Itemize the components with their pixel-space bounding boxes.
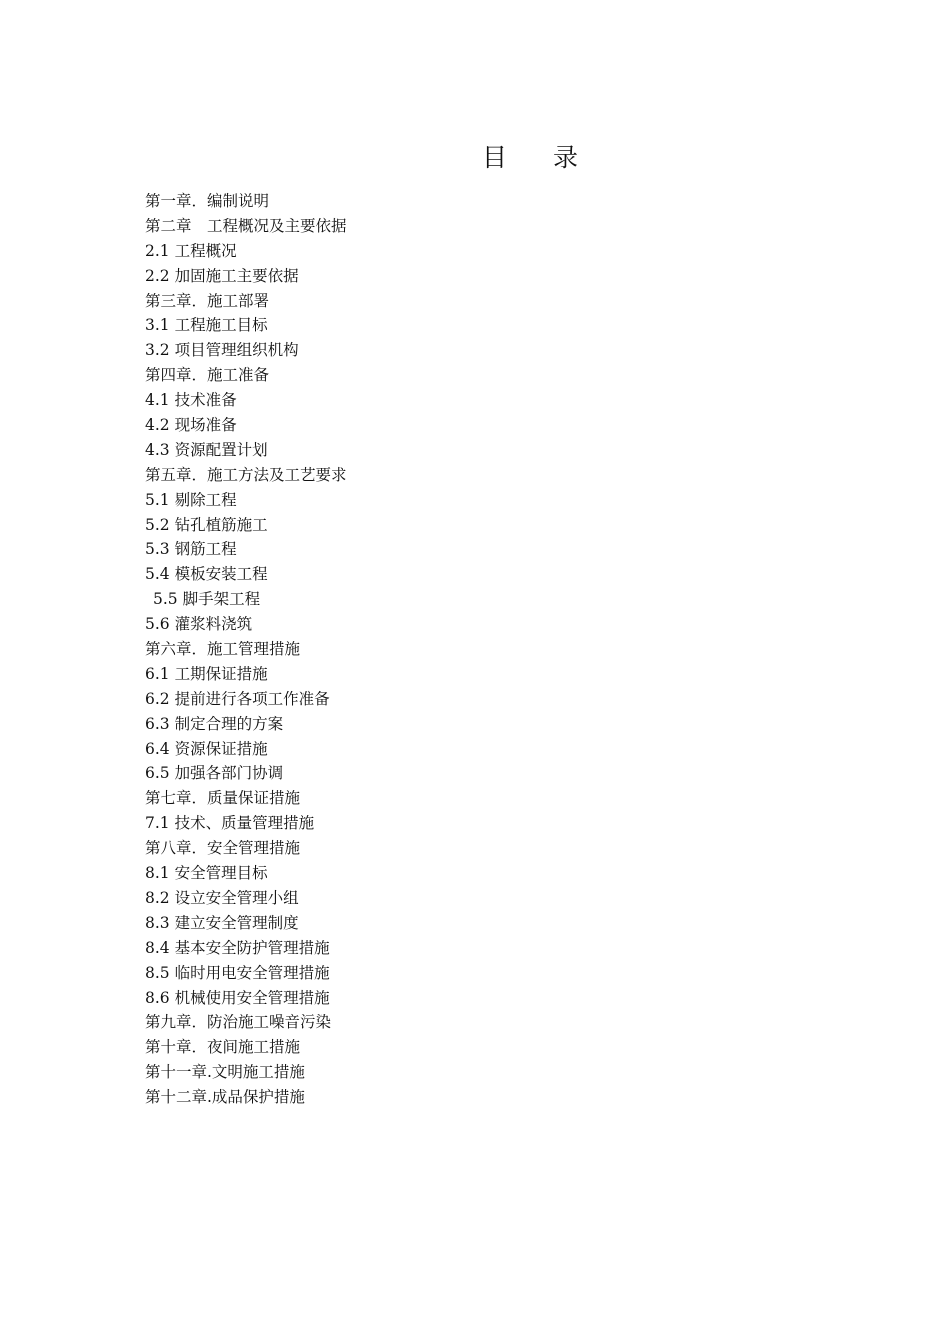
toc-entry: 5.4 模板安装工程 (145, 565, 268, 584)
toc-entry: 5.2 钻孔植筋施工 (145, 515, 268, 534)
toc-entry: 4.3 资源配置计划 (145, 440, 268, 459)
toc-entry: 第三章．施工部署 (145, 291, 270, 310)
toc-entry: 5.3 钢筋工程 (145, 540, 237, 559)
toc-entry: 8.6 机械使用安全管理措施 (145, 988, 330, 1007)
toc-entry: 5.1 剔除工程 (145, 490, 237, 509)
toc-entry: 8.5 临时用电安全管理措施 (145, 963, 330, 982)
toc-entry: 4.2 现场准备 (145, 416, 237, 435)
toc-entry: 8.4 基本安全防护管理措施 (145, 938, 330, 957)
toc-entry: 第十章．夜间施工措施 (145, 1038, 301, 1057)
page-title (0, 140, 950, 176)
table-of-contents (145, 189, 347, 1110)
toc-entry: 3.1 工程施工目标 (145, 316, 268, 335)
toc-entry: 8.3 建立安全管理制度 (145, 913, 299, 932)
toc-entry: 第八章．安全管理措施 (145, 839, 301, 858)
toc-entry: 6.2 提前进行各项工作准备 (145, 689, 330, 708)
toc-entry: 第九章．防治施工噪音污染 (145, 1013, 332, 1032)
toc-entry: 5.5 脚手架工程 (153, 590, 261, 609)
toc-entry: 8.2 设立安全管理小组 (145, 888, 299, 907)
toc-entry: 2.2 加固施工主要依据 (145, 266, 299, 285)
toc-entry: 第十一章.文明施工措施 (145, 1063, 305, 1082)
toc-entry: 6.4 资源保证措施 (145, 739, 268, 758)
toc-entry: 第七章．质量保证措施 (145, 789, 301, 808)
toc-entry: 6.1 工期保证措施 (145, 664, 268, 683)
page-title-char-1: 目 (481, 143, 507, 172)
toc-entry: 第十二章.成品保护措施 (145, 1088, 305, 1107)
toc-entry: 第一章．编制说明 (145, 192, 270, 210)
toc-entry: 2.1 工程概况 (145, 241, 237, 260)
toc-entry: 4.1 技术准备 (145, 391, 237, 410)
toc-entry: 第五章．施工方法及工艺要求 (145, 465, 347, 484)
toc-entry: 6.3 制定合理的方案 (145, 714, 284, 733)
toc-entry: 6.5 加强各部门协调 (145, 764, 284, 783)
toc-entry: 5.6 灌浆料浇筑 (145, 615, 253, 634)
toc-entry: 7.1 技术、质量管理措施 (145, 814, 315, 833)
toc-entry: 3.2 项目管理组织机构 (145, 341, 299, 360)
toc-entry: 第二章 工程概况及主要依据 (145, 216, 347, 235)
toc-entry: 8.1 安全管理目标 (145, 864, 268, 883)
toc-entry: 第四章．施工准备 (145, 366, 270, 385)
page-title-char-2: 录 (553, 143, 579, 172)
toc-entry: 第六章．施工管理措施 (145, 640, 301, 659)
